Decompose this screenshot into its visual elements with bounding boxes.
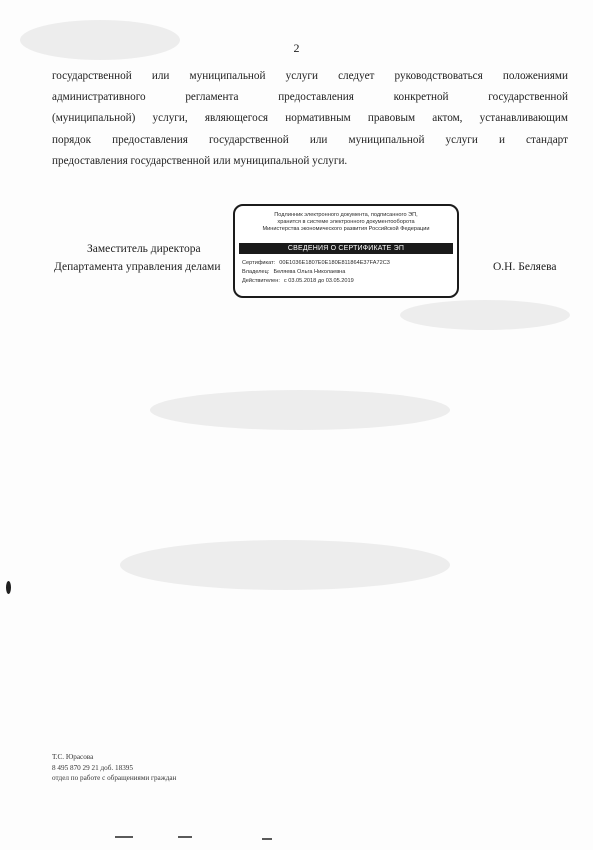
body-line: порядок предоставления государственной или муниципальной услуги и стандарт: [52, 133, 568, 146]
ink-blot: [6, 581, 11, 594]
scan-artifact: [178, 836, 192, 838]
body-line: (муниципальной) услуги, являющегося нормативным правовым актом, устанавливающим: [52, 112, 568, 125]
owner-label: Владелец:: [242, 269, 270, 275]
scan-artifact: [115, 836, 133, 838]
certificate-value: 00E1036E1807E0E180E811864E37FA72C3: [279, 260, 390, 266]
signer-name: О.Н. Беляева: [493, 261, 557, 273]
certificate-label: Сертификат:: [242, 260, 276, 266]
signer-position-line2: Департамента управления делами: [54, 261, 221, 273]
stamp-notice-line: хранится в системе электронного документооборота: [277, 219, 415, 226]
stamp-notice-line: Министерства экономического развития Российской Федерации: [262, 226, 430, 233]
executor-name: Т.С. Юрасова: [52, 753, 94, 761]
page-number: 2: [293, 41, 300, 55]
signer-position-line1: Заместитель директора: [87, 243, 201, 255]
validity-value: с 03.05.2018 до 03.05.2019: [283, 278, 354, 284]
stamp-banner: СВЕДЕНИЯ О СЕРТИФИКАТЕ ЭП: [239, 243, 453, 254]
stamp-certificate-row: [242, 260, 390, 266]
stamp-notice-line: Подлинник электронного документа, подписанного ЭП,: [274, 212, 418, 218]
owner-value: Беляева Ольга Николаевна: [273, 269, 346, 275]
validity-label: Действителен:: [242, 278, 280, 284]
stamp-validity-row: [242, 278, 354, 284]
body-line: административного регламента предоставления конкретной государственной: [52, 91, 568, 104]
executor-footer: [52, 752, 176, 784]
scan-noise: [120, 540, 450, 590]
scan-noise: [150, 390, 450, 430]
scan-artifact: [262, 838, 272, 840]
scan-noise: [400, 300, 570, 330]
electronic-signature-stamp: [233, 204, 459, 298]
body-line: предоставления государственной или муниципальной услуги.: [52, 154, 348, 167]
body-paragraph: [52, 66, 568, 172]
executor-phone: 8 495 870 29 21 доб. 18395: [52, 763, 133, 772]
body-line: государственной или муниципальной услуги следует руководствоваться положениями: [52, 70, 568, 82]
stamp-notice: [239, 212, 453, 234]
executor-department: отдел по работе с обращениями граждан: [52, 774, 177, 782]
stamp-owner-row: [242, 269, 345, 275]
